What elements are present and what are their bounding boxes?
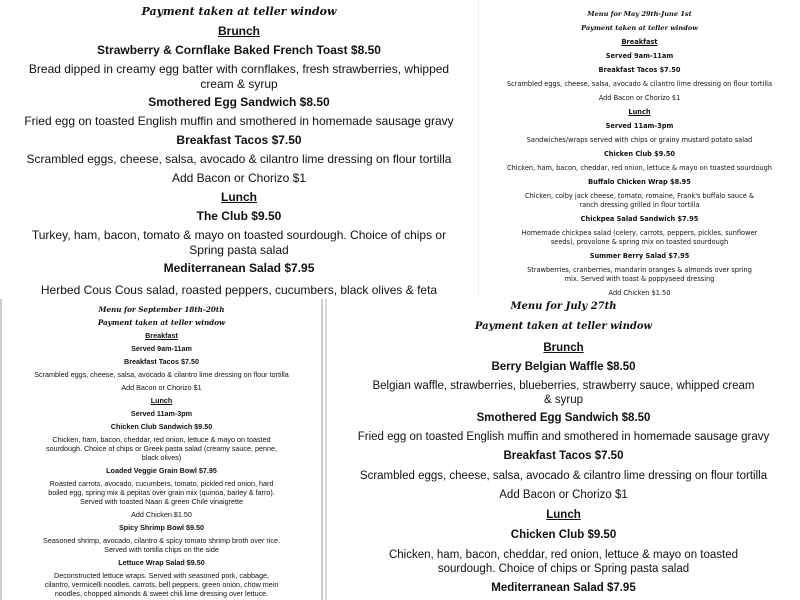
hours: Served 11am-3pm [605, 122, 674, 130]
item-desc: Herbed Cous Cous salad, roasted peppers, cucumbers, black olives & feta [40, 283, 438, 297]
item-desc: Strawberries, cranberries, mandarin oranges & almonds over spring mix. Served with toast & poppyseed dressing [527, 266, 752, 283]
payment-note: Payment taken at teller window [97, 318, 226, 327]
item-name: Strawberry & Cornflake Baked French Toast $8.50 [97, 43, 381, 57]
menu-title: Menu for May 29th-June 1st [587, 10, 692, 18]
item-name: Berry Belgian Waffle $8.50 [491, 361, 636, 373]
item-name: Loaded Veggie Grain Bowl $7.95 [106, 466, 217, 475]
item-desc: Seasoned shrimp, avocado, cilantro & spicy tomato shrimp broth over rice. Served with tortilla chips on the side [43, 536, 280, 554]
lunch-note: Sandwiches/wraps served with chips or grainy mustard potato salad [526, 136, 753, 144]
menu-title: Menu for September 18th-20th [98, 305, 225, 314]
addon: Add Chicken $1.50 [608, 289, 671, 297]
item-name: Chicken Club $9.50 [510, 529, 617, 541]
item-desc: Chicken, ham, bacon, cheddar, red onion, lettuce & mayo on toasted sourdough [507, 164, 772, 172]
item-desc: Roasted carrots, avocado, cucumbers, tomato, pickled red onion, hard boiled egg, spring mix & pepitas over grain mix (quinoa, barley & farro). Served with toasted Naan & green Chile vinaigrette [48, 479, 275, 506]
item-name: Smothered Egg Sandwich $8.50 [148, 95, 330, 109]
payment-note: Payment taken at teller window [474, 321, 653, 332]
section-brunch: Brunch [218, 24, 260, 38]
item-name: Lettuce Wrap Salad $9.50 [118, 558, 205, 567]
item-name: Summer Berry Salad $7.95 [589, 252, 690, 260]
item-desc: Chicken, ham, bacon, cheddar, red onion, lettuce & mayo on toasted sourdough. Choice of chips or Spring pasta salad [388, 549, 739, 575]
item-desc: Fried egg on toasted English muffin and smothered in homemade sausage gravy [24, 114, 454, 128]
item-desc: Chicken, colby jack cheese, tomato, romaine, Frank's buffalo sauce & ranch dressing grilled in flour tortilla [524, 192, 755, 209]
addon: Add Bacon or Chorizo $1 [598, 94, 681, 102]
menu-title: Menu for July 27th [510, 301, 617, 312]
item-name: Mediterranean Salad $7.95 [163, 261, 315, 275]
hours: Served 11am-3pm [130, 409, 193, 418]
item-name: Spicy Shrimp Bowl $9.50 [118, 523, 205, 532]
section-lunch: Lunch [150, 396, 173, 405]
item-name: Buffalo Chicken Wrap $8.95 [588, 178, 691, 186]
section-breakfast: Breakfast [621, 38, 658, 46]
item-name: Chickpea Salad Sandwich $7.95 [580, 215, 699, 223]
addon: Add Bacon or Chorizo $1 [499, 489, 628, 501]
item-name: Breakfast Tacos $7.50 [176, 133, 302, 147]
addon: Add Bacon or Chorizo $1 [121, 383, 202, 392]
item-desc: Chicken, ham, bacon, cheddar, red onion, lettuce & mayo on toasted sourdough. Choice of chips or Greek pasta salad (creamy sauce, penne, black olives) [46, 435, 277, 462]
item-desc: Belgian waffle, strawberries, blueberries, strawberry sauce, whipped cream & syrup [372, 380, 755, 406]
addon: Add Bacon or Chorizo $1 [171, 171, 307, 185]
section-lunch: Lunch [221, 190, 257, 204]
item-desc: Scrambled eggs, cheese, salsa, avocado & cilantro lime dressing on flour tortilla [506, 80, 773, 88]
item-name: Breakfast Tacos $7.50 [598, 66, 681, 74]
menu-july-panel [325, 299, 800, 600]
hours: Served 9am-11am [605, 52, 674, 60]
section-lunch: Lunch [628, 108, 651, 116]
item-desc: Fried egg on toasted English muffin and smothered in homemade sausage gravy [357, 431, 770, 443]
section-lunch: Lunch [546, 509, 581, 521]
menu-may-panel [478, 0, 800, 298]
item-desc: Turkey, ham, bacon, tomato & mayo on toasted sourdough. Choice of chips or Spring pasta salad [31, 228, 447, 257]
item-name: The Club $9.50 [196, 209, 282, 223]
hours: Served 9am-11am [131, 344, 192, 353]
menu-brunch-panel [0, 0, 478, 299]
payment-note: Payment taken at teller window [141, 5, 337, 18]
item-desc: Scrambled eggs, cheese, salsa, avocado & cilantro lime dressing on flour tortilla [26, 152, 452, 166]
item-desc: Scrambled eggs, cheese, salsa, avocado & cilantro lime dressing on flour tortilla [359, 470, 768, 482]
payment-note: Payment taken at teller window [581, 24, 698, 32]
item-name: Chicken Club Sandwich $9.50 [110, 422, 213, 431]
section-brunch: Brunch [543, 342, 584, 354]
item-desc: Bread dipped in creamy egg batter with cornflakes, fresh strawberries, whipped cream & syrup [28, 62, 450, 91]
item-name: Mediterranean Salad $7.95 [491, 582, 636, 594]
item-desc: Homemade chickpea salad (celery, carrots, peppers, pickles, sunflower seeds), provolone & spring mix on toasted sourdough [521, 229, 758, 246]
item-name: Breakfast Tacos $7.50 [503, 450, 624, 462]
item-name: Chicken Club $9.50 [603, 150, 676, 158]
menu-september-panel [0, 299, 323, 600]
addon: Add Chicken $1.50 [131, 510, 192, 519]
item-desc: Deconstructed lettuce wraps. Served with seasoned pork, cabbage, cilantro, vermicelli noodles, carrots, bell peppers, green onion, chow mein noodles, chopped almonds & sweet chili lime dressing over lettuce. [44, 571, 279, 598]
item-name: Smothered Egg Sandwich $8.50 [476, 412, 651, 424]
section-breakfast: Breakfast [145, 331, 178, 340]
item-name: Breakfast Tacos $7.50 [124, 357, 199, 366]
item-desc: Scrambled eggs, cheese, salsa, avocado & cilantro lime dressing on flour tortilla [34, 370, 289, 379]
